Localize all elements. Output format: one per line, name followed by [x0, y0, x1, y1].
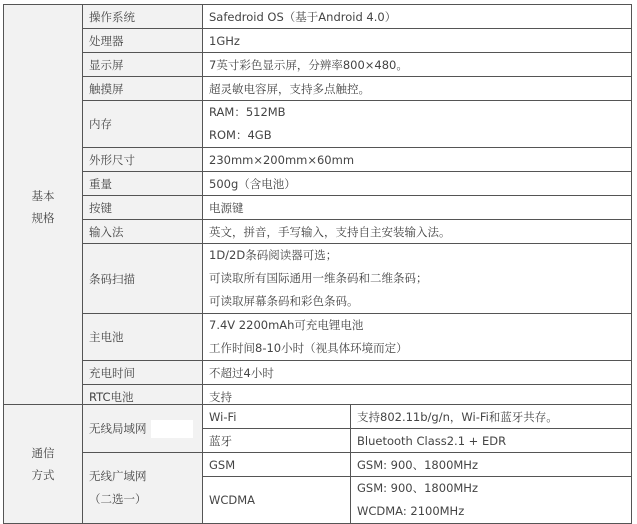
group-basic-specs	[4, 5, 83, 409]
spec-label: 条码扫描	[83, 244, 203, 314]
wwan-label-line: （二选一）	[89, 492, 147, 506]
table-row	[4, 148, 632, 172]
group-label-line: 规格	[31, 210, 55, 225]
table-row	[4, 314, 632, 361]
group-label-line: 方式	[31, 468, 55, 482]
comm-item-value	[351, 477, 632, 524]
comm-item-name: GSM	[203, 453, 351, 477]
spec-value-line: 工作时间8-10小时（视具体环境而定）	[209, 341, 408, 355]
spec-label: 显示屏	[83, 53, 203, 77]
spec-value: 电源键	[203, 196, 632, 220]
table-row	[4, 53, 632, 77]
table-row	[4, 453, 632, 477]
table-row	[4, 101, 632, 148]
spec-value-line: 7.4V 2200mAh可充电锂电池	[209, 318, 364, 332]
spec-value-line: 可读取屏幕条码和彩色条码。	[209, 294, 359, 308]
spec-value: Safedroid OS（基于Android 4.0）	[203, 5, 632, 29]
wlan-label	[83, 405, 203, 453]
table-row	[4, 172, 632, 196]
spec-value: 1GHz	[203, 29, 632, 53]
spec-value: 支持	[203, 385, 632, 409]
wwan-label-line: 无线广域网	[89, 469, 147, 483]
comm-item-name: Wi-Fi	[203, 405, 351, 429]
spec-label: 内存	[83, 101, 203, 148]
spec-value: 230mm×200mm×60mm	[203, 148, 632, 172]
wlan-label-text: 无线局域网	[89, 421, 147, 435]
spec-value: 500g（含电池）	[203, 172, 632, 196]
comm-item-value: 支持802.11b/g/n，Wi-Fi和蓝牙共存。	[351, 405, 632, 429]
comm-value-line: GSM: 900、1800MHz	[357, 481, 478, 495]
comm-item-value: Bluetooth Class2.1 + EDR	[351, 429, 632, 453]
table-row	[4, 220, 632, 244]
spec-label: 外形尺寸	[83, 148, 203, 172]
spec-label: 输入法	[83, 220, 203, 244]
group-label-line: 通信	[31, 446, 55, 460]
spec-label: 操作系统	[83, 5, 203, 29]
spec-value	[203, 244, 632, 314]
table-row	[4, 244, 632, 314]
spec-value-line: ROM：4GB	[209, 128, 272, 142]
spec-label: 主电池	[83, 314, 203, 361]
spec-label: 充电时间	[83, 361, 203, 385]
table-row	[4, 196, 632, 220]
spec-table	[3, 4, 632, 409]
spec-value: 不超过4小时	[203, 361, 632, 385]
comm-table	[3, 404, 632, 524]
spec-label: 重量	[83, 172, 203, 196]
table-row	[4, 361, 632, 385]
spec-value-line: RAM：512MB	[209, 105, 286, 119]
comm-item-value: GSM: 900、1800MHz	[351, 453, 632, 477]
spec-value: 超灵敏电容屏，支持多点触控。	[203, 77, 632, 101]
spec-value: 英文，拼音，手写输入，支持自主安装输入法。	[203, 220, 632, 244]
table-row	[4, 29, 632, 53]
spec-value	[203, 314, 632, 361]
spec-value-line: 可读取所有国际通用一维条码和二维条码；	[209, 271, 428, 285]
comm-value-line: WCDMA: 2100MHz	[357, 504, 465, 518]
comm-item-name: WCDMA	[203, 477, 351, 524]
wwan-label	[83, 453, 203, 524]
table-row	[4, 77, 632, 101]
spec-value: 7英寸彩色显示屏，分辨率800×480。	[203, 53, 632, 77]
table-row	[4, 405, 632, 429]
redaction-box	[151, 420, 193, 438]
group-comm	[4, 405, 83, 524]
spec-value-line: 1D/2D条码阅读器可选；	[209, 248, 338, 262]
spec-label: 处理器	[83, 29, 203, 53]
comm-item-name: 蓝牙	[203, 429, 351, 453]
group-label-line: 基本	[31, 188, 55, 203]
spec-label: RTC电池	[83, 385, 203, 409]
spec-label: 按键	[83, 196, 203, 220]
table-row	[4, 5, 632, 29]
spec-value	[203, 101, 632, 148]
spec-label: 触摸屏	[83, 77, 203, 101]
